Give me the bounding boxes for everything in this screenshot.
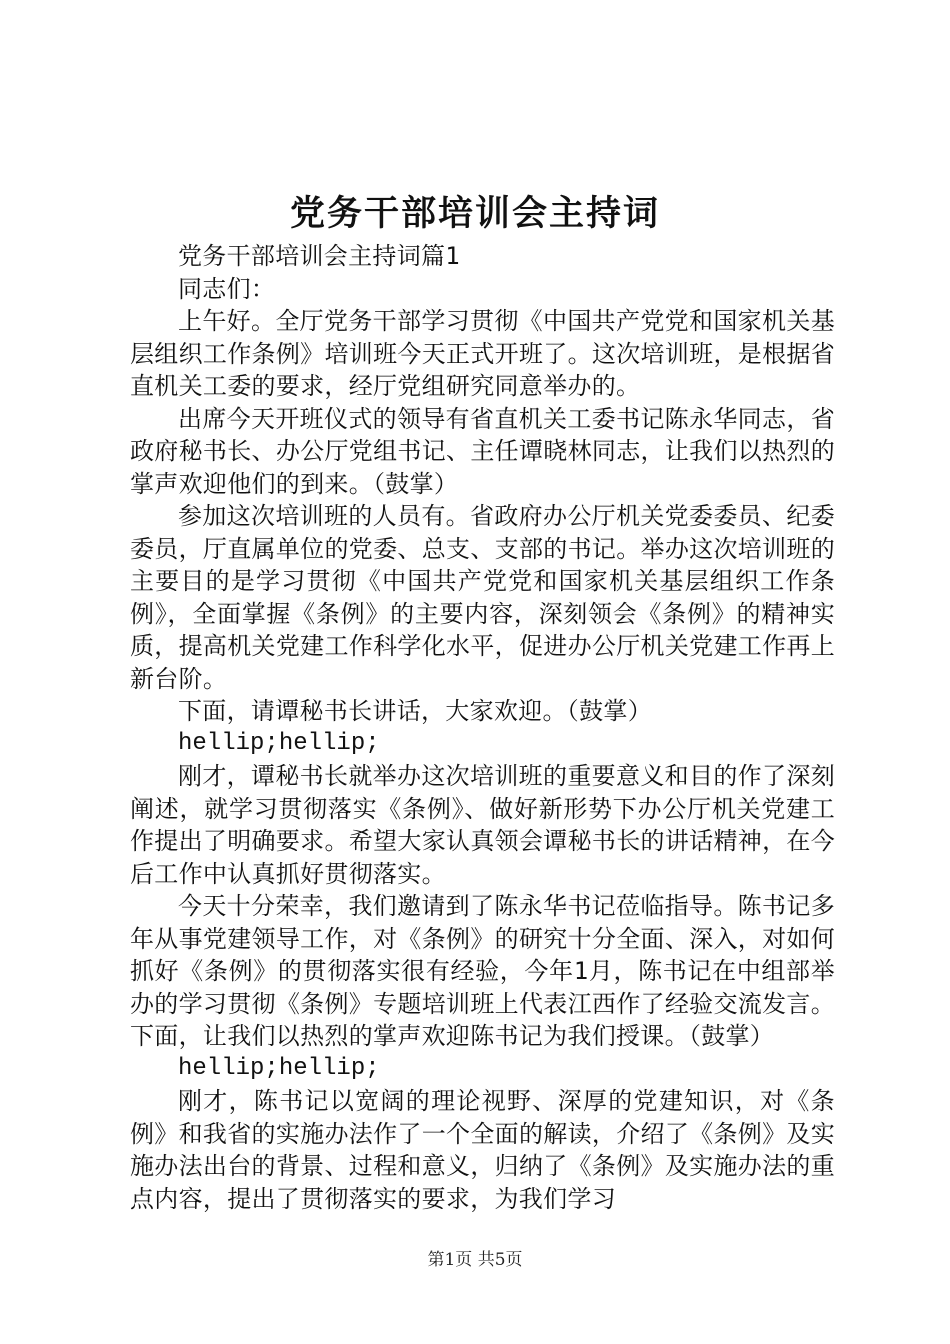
page-footer: 第1页 共5页 — [427, 1250, 523, 1270]
paragraph-ellipsis: hellip;hellip; — [178, 1054, 380, 1082]
paragraph: 刚才，陈书记以宽阔的理论视野、深厚的党建知识，对《条例》和我省的实施办法作了一个全面的解读，介绍了《条例》及实施办法出台的背景、过程和意义，归纳了《条例》及实施办法的重点内容，提出了贯彻落实的要求，为我们学习 — [130, 1087, 835, 1213]
paragraph: 下面，请谭秘书长讲话，大家欢迎。（鼓掌） — [178, 697, 652, 725]
document-title: 党务干部培训会主持词 — [289, 193, 660, 234]
paragraph-heading: 党务干部培训会主持词篇1 — [178, 242, 461, 270]
paragraph-salutation: 同志们： — [178, 274, 276, 303]
paragraph: 出席今天开班仪式的领导有省直机关工委书记陈永华同志，省政府秘书长、办公厅党组书记、主任谭晓林同志，让我们以热烈的掌声欢迎他们的到来。（鼓掌） — [130, 404, 835, 498]
paragraph: 今天十分荣幸，我们邀请到了陈永华书记莅临指导。陈书记多年从事党建领导工作，对《条例》的研究十分全面、深入，对如何抓好《条例》的贯彻落实很有经验，今年1月，陈书记在中组部举办的学习贯彻《条例》专题培训班上代表江西作了经验交流发言。下面，让我们以热烈的掌声欢迎陈书记为我们授课。（鼓掌） — [130, 892, 835, 1050]
document-body — [130, 240, 835, 1215]
paragraph: 参加这次培训班的人员有。省政府办公厅机关党委委员、纪委委员，厅直属单位的党委、总支、支部的书记。举办这次培训班的主要目的是学习贯彻《中国共产党党和国家机关基层组织工作条例》，全面掌握《条例》的主要内容，深刻领会《条例》的精神实质，提高机关党建工作科学化水平，促进办公厅机关党建工作再上新台阶。 — [130, 502, 835, 693]
paragraph: 上午好。全厅党务干部学习贯彻《中国共产党党和国家机关基层组织工作条例》培训班今天正式开班了。这次培训班，是根据省直机关工委的要求，经厅党组研究同意举办的。 — [130, 307, 835, 400]
paragraph: 刚才，谭秘书长就举办这次培训班的重要意义和目的作了深刻阐述，就学习贯彻落实《条例》、做好新形势下办公厅机关党建工作提出了明确要求。希望大家认真领会谭秘书长的讲话精神，在今后工作中认真抓好贯彻落实。 — [130, 762, 835, 888]
paragraph-ellipsis: hellip;hellip; — [178, 729, 380, 757]
